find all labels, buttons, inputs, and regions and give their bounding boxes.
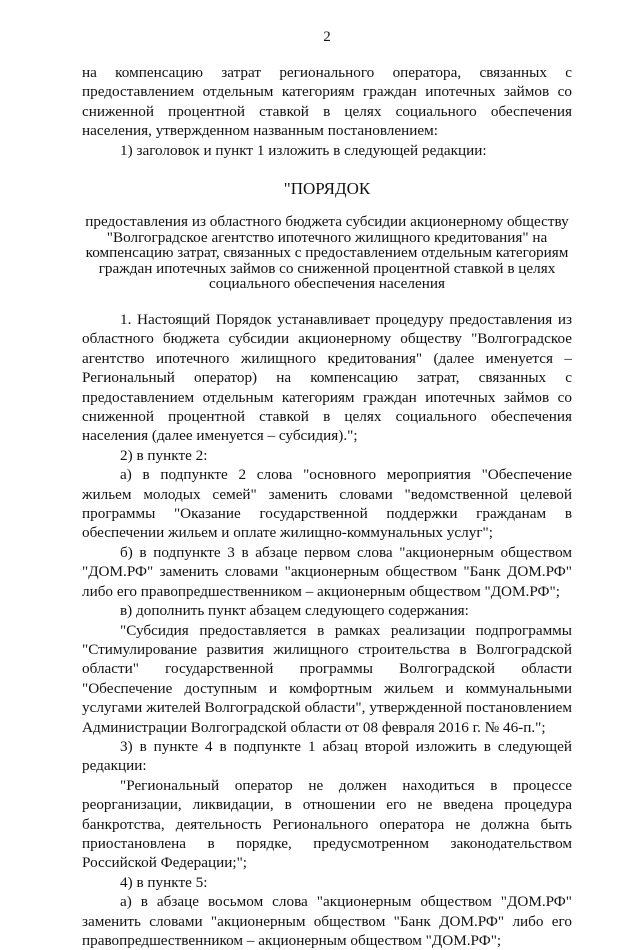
order-title: "ПОРЯДОК — [283, 179, 371, 199]
order-subtitle: предоставления из областного бюджета субсидии акционерному обществу "Волгоградское агентство ипотечного жилищного кредитования" на компенсацию затрат, связанных с предоставлением отдельным категориям граждан ипотечных займов со сниженной процентной ставкой в целях социального обеспечения населения — [85, 213, 569, 293]
intro-continuation: на компенсацию затрат регионального оператора, связанных с предоставлением отдельным категориям граждан ипотечных займов со сниженной процентной ставкой в целях социального обеспечения населения, утвержденном названным постановлением: — [82, 64, 572, 140]
amendment-item-3: 3) в пункте 4 в подпункте 1 абзац второй изложить в следующей редакции: — [82, 737, 572, 775]
amendment-item-2c: в) дополнить пункт абзацем следующего содержания: — [120, 602, 469, 620]
amendment-item-2: 2) в пункте 2: — [120, 446, 208, 464]
amendment-item-3-quote: "Региональный оператор не должен находиться в процессе реорганизации, ликвидации, в отношении его не введена процедура банкротства, деятельность Регионального оператора не должна быть приостановлена в порядке, предусмотренном законодательством Российской Федерации;"; — [82, 776, 572, 872]
order-point-1: 1. Настоящий Порядок устанавливает процедуру предоставления из областного бюджета субсидии акционерному обществу "Волгоградское агентство ипотечного жилищного кредитования" (далее именуется – Региональный оператор) на компенсацию затрат, связанных с предоставлением отдельным категориям граждан ипотечных займов со сниженной процентной ставкой в целях социального обеспечения населения (далее именуется – субсидия)."; — [82, 311, 572, 445]
page-number: 2 — [323, 29, 331, 45]
amendment-item-4a: а) в абзаце восьмом слова "акционерным обществом "ДОМ.РФ" заменить словами "акционерным обществом "Банк ДОМ.РФ" либо его правопредшественником – акционерным обществом "ДОМ.РФ"; — [82, 893, 572, 949]
document-page — [82, 28, 572, 950]
amendment-item-2a: а) в подпункте 2 слова "основного мероприятия "Обеспечение жильем молодых семей" заменить словами "ведомственной целевой программы "Оказание государственной поддержки гражданам в обеспечении жильем и оплате жилищно-коммунальных услуг"; — [82, 466, 572, 542]
amendment-item-2c-quote: "Субсидия предоставляется в рамках реализации подпрограммы "Стимулирование развития жилищного строительства в Волгоградской области" государственной программы Волгоградской области "Обеспечение доступным и комфортным жильем и коммунальными услугами жителей Волгоградской области", утвержденной постановлением Администрации Волгоградской области от 08 февраля 2016 г. № 46-п."; — [82, 621, 572, 736]
amendment-item-2b: б) в подпункте 3 в абзаце первом слова "акционерным обществом "ДОМ.РФ" заменить словами "акционерным обществом "Банк ДОМ.РФ" либо его правопредшественником – акционерным обществом "ДОМ.РФ"; — [82, 543, 572, 600]
amendment-item-1: 1) заголовок и пункт 1 изложить в следующей редакции: — [120, 141, 487, 159]
amendment-item-4: 4) в пункте 5: — [120, 873, 208, 891]
